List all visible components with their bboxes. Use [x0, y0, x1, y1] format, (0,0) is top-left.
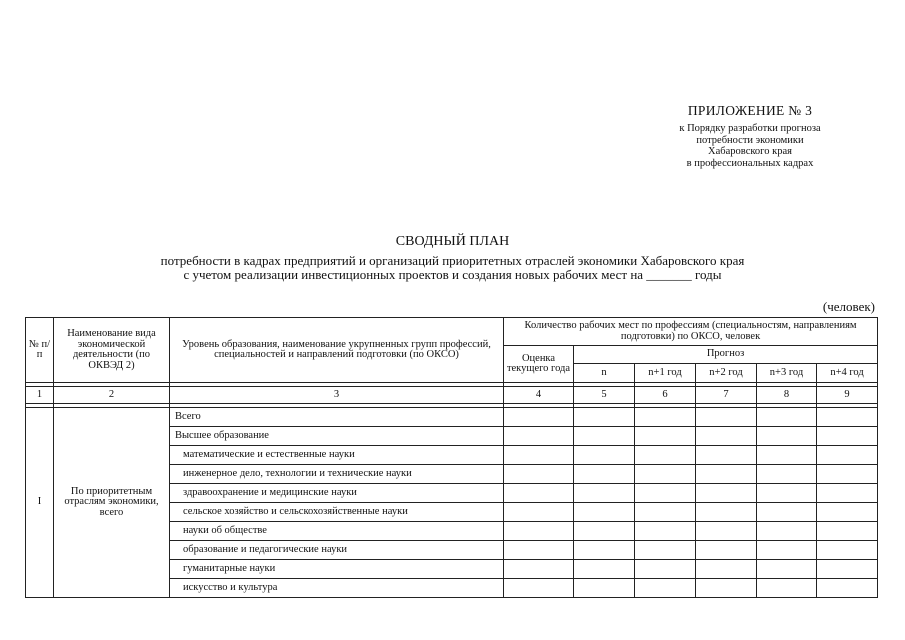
column-number: 1 — [26, 387, 54, 404]
table-row-label: здравоохранение и медицинские науки — [170, 484, 504, 503]
header-year: n — [574, 364, 635, 383]
table-row-label: образование и педагогические науки — [170, 541, 504, 560]
plan-table — [25, 317, 878, 598]
units-label: (человек) — [822, 299, 875, 314]
section-num: I — [26, 408, 54, 598]
header-quantity: Количество рабочих мест по профессиям (специальностям, направлениям подготовки) по ОКСО, человек — [504, 318, 878, 346]
column-number: 9 — [817, 387, 878, 404]
appendix-block — [600, 103, 900, 169]
plan-subtitle-line-2: с учетом реализации инвестиционных проектов и создания новых рабочих мест на _______ годы — [183, 267, 722, 282]
appendix-line: Хабаровского края — [708, 146, 792, 157]
appendix-line: к Порядку разработки прогноза — [679, 123, 821, 134]
column-number: 6 — [635, 387, 696, 404]
column-number: 5 — [574, 387, 635, 404]
column-number: 7 — [696, 387, 757, 404]
table-row-label: математические и естественные науки — [170, 446, 504, 465]
section-activity: По приоритетным отраслям экономики, всего — [54, 408, 170, 598]
header-level: Уровень образования, наименование укрупненных групп профессий, специальностей и направлений подготовки (по ОКСО) — [170, 318, 504, 383]
header-num: № п/п — [26, 318, 54, 383]
plan-subtitle — [0, 254, 905, 282]
header-estimate: Оценка текущего года — [504, 346, 574, 383]
table-row-label: сельское хозяйство и сельскохозяйственные науки — [170, 503, 504, 522]
table-row-label: искусство и культура — [170, 579, 504, 598]
table-row-label: гуманитарные науки — [170, 560, 504, 579]
header-forecast: Прогноз — [574, 346, 878, 364]
column-number: 3 — [170, 387, 504, 404]
appendix-line: в профессиональных кадрах — [686, 157, 814, 169]
plan-title: СВОДНЫЙ ПЛАН — [395, 234, 510, 249]
column-number: 8 — [757, 387, 817, 404]
column-number: 4 — [504, 387, 574, 404]
appendix-title: ПРИЛОЖЕНИЕ № 3 — [687, 103, 813, 118]
table-row-label: инженерное дело, технологии и технические науки — [170, 465, 504, 484]
appendix-reference — [600, 123, 900, 169]
header-year: n+4 год — [817, 364, 878, 383]
header-year: n+1 год — [635, 364, 696, 383]
header-year: n+3 год — [757, 364, 817, 383]
appendix-line: потребности экономики — [696, 134, 804, 146]
column-number: 2 — [54, 387, 170, 404]
table-row-label: Всего — [170, 408, 504, 427]
plan-subtitle-line-1: потребности в кадрах предприятий и организаций приоритетных отраслей экономики Хабаровского края — [160, 253, 745, 268]
header-year: n+2 год — [696, 364, 757, 383]
table-row-label: науки об обществе — [170, 522, 504, 541]
table-row-label: Высшее образование — [170, 427, 504, 446]
header-activity: Наименование вида экономической деятельности (по ОКВЭД 2) — [54, 318, 170, 383]
